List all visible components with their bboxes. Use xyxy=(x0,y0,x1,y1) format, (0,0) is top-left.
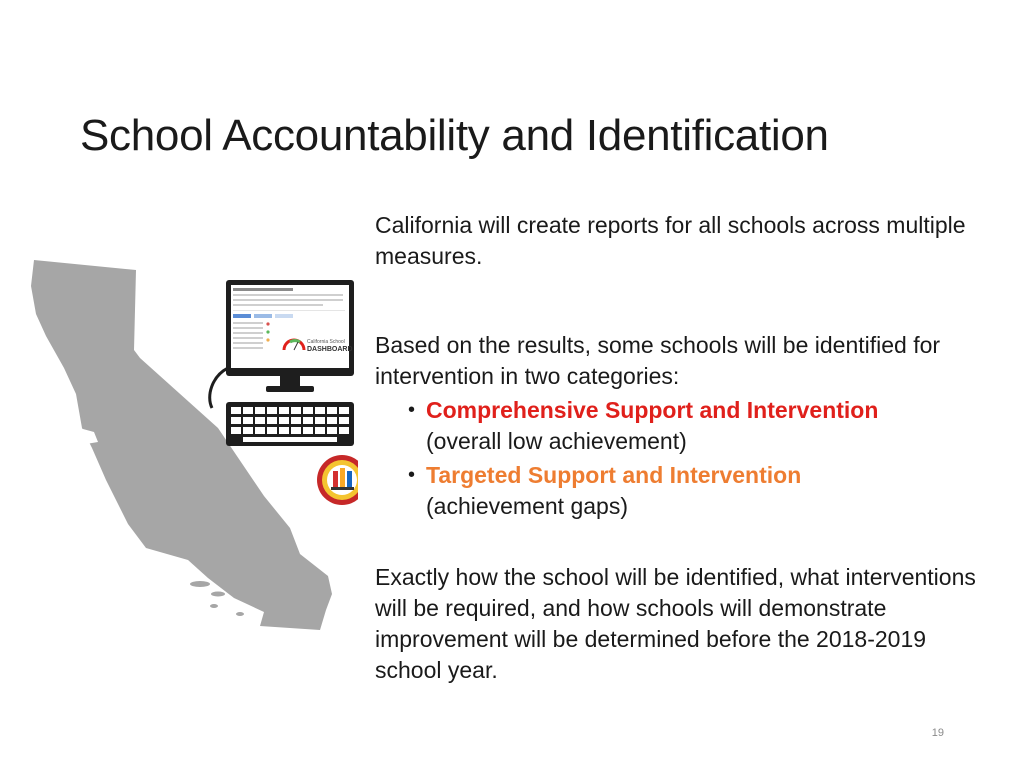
island-icon xyxy=(211,592,225,597)
bullet-icon: • xyxy=(408,464,416,486)
island-icon xyxy=(190,581,210,587)
illustration xyxy=(28,258,358,638)
comprehensive-support-label: Comprehensive Support and Intervention xyxy=(426,397,879,423)
slide-title: School Accountability and Identification xyxy=(80,111,829,161)
island-icon xyxy=(236,612,244,616)
desktop-computer-icon xyxy=(210,280,354,408)
list-item-comprehensive xyxy=(408,395,995,457)
slide-body xyxy=(375,210,995,686)
dashboard-logo-line1: California School xyxy=(307,339,345,345)
comprehensive-support-desc: (overall low achievement) xyxy=(426,428,687,454)
illustration-svg xyxy=(28,258,358,638)
targeted-support-desc: (achievement gaps) xyxy=(426,493,628,519)
targeted-support-label: Targeted Support and Intervention xyxy=(426,462,802,488)
keyboard-icon xyxy=(226,402,354,446)
category-list xyxy=(375,395,995,522)
intro-paragraph: California will create reports for all schools across multiple measures. xyxy=(375,212,966,269)
bullet-icon: • xyxy=(408,399,416,421)
list-item-targeted xyxy=(408,460,995,522)
island-icon xyxy=(210,604,218,608)
school-district-seal-icon xyxy=(317,455,358,505)
dashboard-logo-line2: DASHBOARD xyxy=(307,346,353,353)
page-number: 19 xyxy=(931,727,944,739)
categories-paragraph: Based on the results, some schools will be identified for intervention in two categories: xyxy=(375,332,941,389)
timeline-paragraph: Exactly how the school will be identified, what interventions will be required, and how schools will demonstrate improvement will be determined before the 2018-2019 school year. xyxy=(375,564,976,683)
